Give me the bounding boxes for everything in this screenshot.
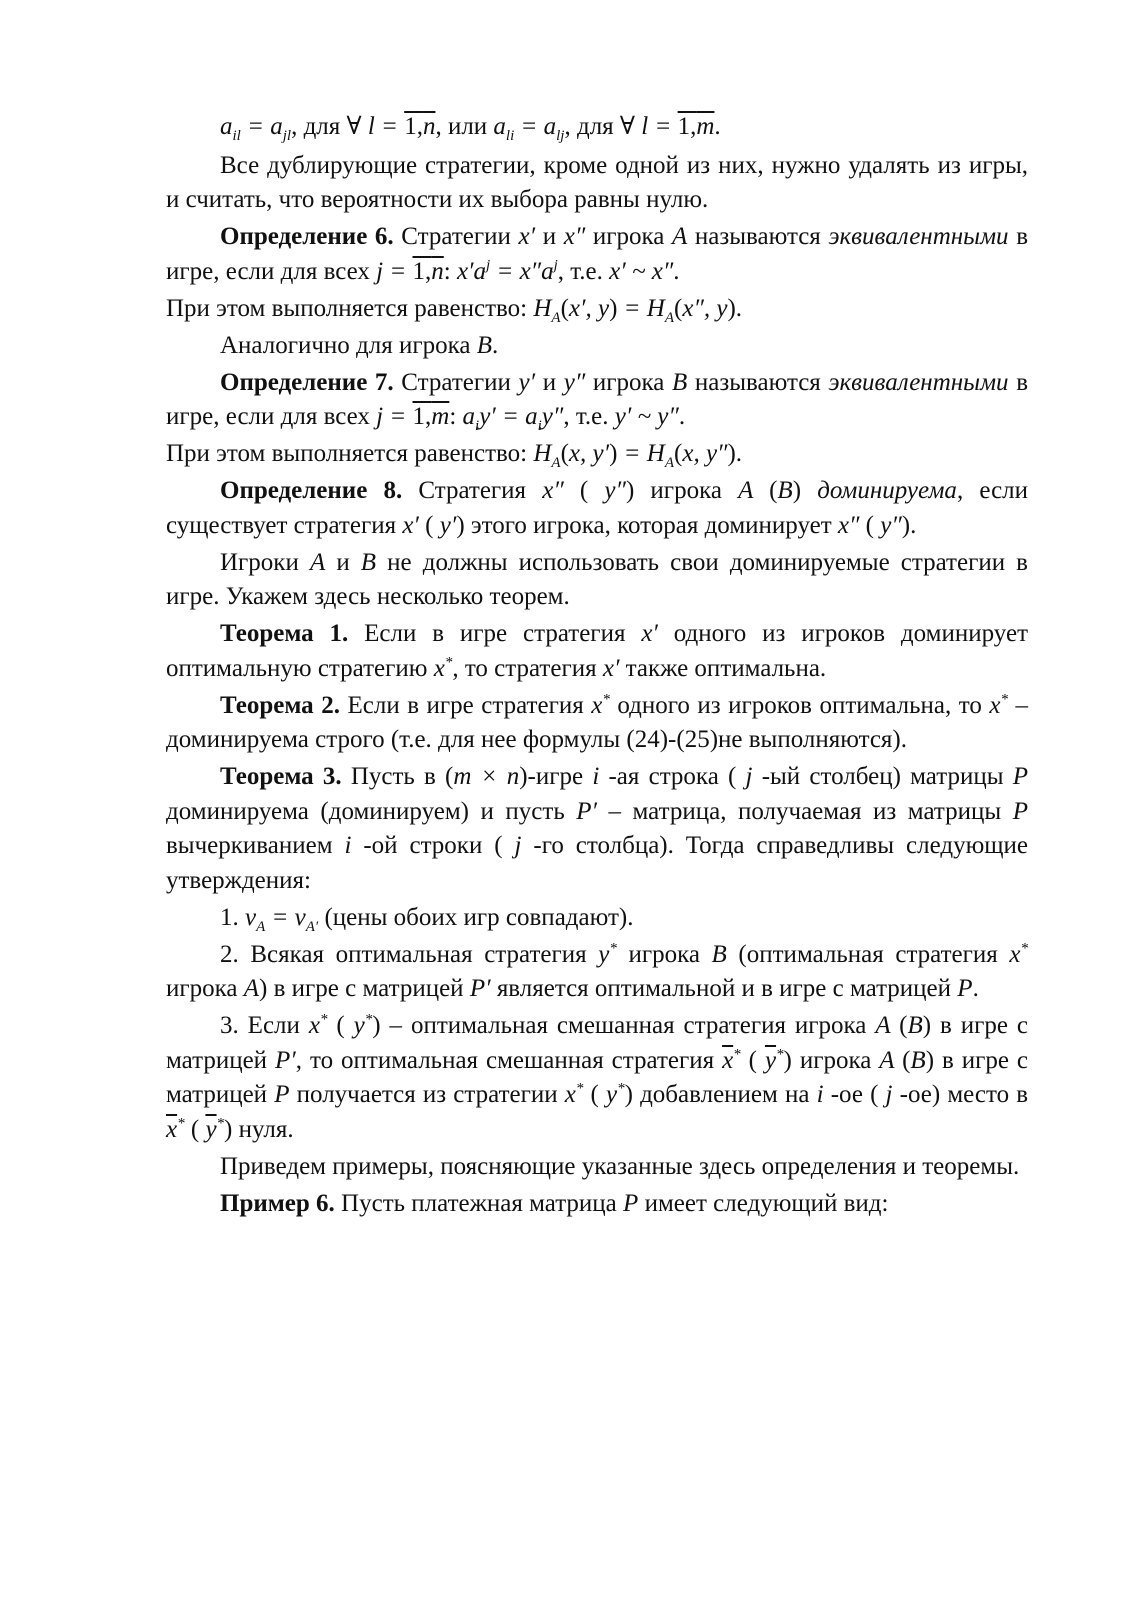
formula: A (B) xyxy=(875,1012,932,1039)
formula: x* xyxy=(1009,940,1028,968)
formula: P′ xyxy=(576,797,597,825)
example-label: Пример 6. xyxy=(220,1189,335,1217)
term: эквивалентными xyxy=(828,368,1009,396)
formula: P xyxy=(957,975,973,1002)
definition-7-equality: При этом выполняется равенство: $H_A(x$, $y') = H_A(x$, y″). xyxy=(166,440,743,471)
players-paragraph: Игроки A и B не должны использовать свои доминируемые стратегии в игре. Укажем здесь несколько теорем. xyxy=(166,548,1028,610)
formula: $j = 1,\overline{m}$ xyxy=(376,403,450,430)
formula: $H_A(x$, $y') = H_A(x$, y″) xyxy=(533,440,736,471)
formula: B xyxy=(476,331,493,359)
formula: A xyxy=(672,223,688,250)
document-page xyxy=(166,110,1028,1224)
formula: P xyxy=(623,1189,639,1217)
formula: $a_{il} = a_{jl}$ xyxy=(220,113,292,144)
formula: y″ xyxy=(563,368,586,396)
formula: x′ ( y′) xyxy=(402,511,465,539)
formula: x* ( y*) xyxy=(308,1011,381,1039)
analog-player-b: Аналогично для игрока B. xyxy=(220,331,499,359)
paragraph-duplicates: Все дублирующие стратегии, кроме одной из них, нужно удалять из игры, и считать, что вероятности их выбора равны нулю. xyxy=(166,151,1028,213)
formula: P xyxy=(274,1081,290,1108)
definition-6-equality: При этом выполняется равенство: $H_A(x'$, $y) = H_A(x''$, y). xyxy=(166,294,743,326)
formula: j xyxy=(514,832,522,859)
theorem-3-item-1: 1. $v_A = v_{A'}$ (цены обоих игр совпадают). xyxy=(220,903,634,935)
theorem-3-item-3: 3. Если x* ( y*) – оптимальная смешанная стратегия игрока A (B) в игре с матрицей P′, то оптимальная смешанная стратегия $\overline{x}^*$ ( $\overline{y}^*$) игрока A (B) в игре с матрицей P получается из стратегии x* ( y*) добавлением на i -ое ( j -ое) место в $\overline{x}^*$ ( $\overline{y}^*$) нуля. xyxy=(166,1011,1029,1143)
formula: P xyxy=(1012,763,1028,790)
formula: x* xyxy=(989,691,1008,719)
definition-8: Определение 8. Стратегия x″ ( y″) игрока A (B) доминируема, если существует стратегия x′ ( y′) этого игрока, которая доминирует x″ ( y″). xyxy=(166,477,1029,539)
definition-6: Определение 6. Стратегии x′ и x″ игрока A называются эквивалентными в игре, если для всех $j = 1,\overline{n}$: $x'a^j = x''a^j$, т.е. x′ ~ x″. xyxy=(166,223,1028,285)
formula: $x'a^j = x''a^j$ xyxy=(456,257,558,285)
formula: $j = 1,\overline{n}$ xyxy=(376,257,444,285)
formula: x′ xyxy=(602,654,620,682)
formula: A xyxy=(243,975,260,1002)
formula: $l = 1,\overline{n}$ xyxy=(367,113,436,140)
formula: B xyxy=(711,940,727,968)
formula: i xyxy=(816,1081,824,1108)
term: эквивалентными xyxy=(828,223,1009,250)
formula: $a_iy' = a_iy''$ xyxy=(462,403,564,434)
formula: x″ xyxy=(563,223,586,250)
formula: $H_A(x'$, $y) = H_A(x''$, y) xyxy=(533,294,736,326)
formula: A xyxy=(309,548,326,576)
definition-label: Определение 6. xyxy=(220,223,394,250)
formula: $a_{li} = a_{lj}$ xyxy=(493,113,565,144)
formula: y′ ~ y″ xyxy=(614,403,679,430)
formula: (m × n) xyxy=(445,763,528,790)
formula: A (B) xyxy=(879,1046,935,1074)
formula: x′ ~ x″ xyxy=(609,257,674,285)
definition-label: Определение 8. xyxy=(220,477,403,504)
formula: y* xyxy=(598,940,617,968)
formula: y′ xyxy=(518,368,536,396)
term: доминируема xyxy=(817,477,957,504)
theorem-label: Теорема 1. xyxy=(220,620,349,647)
theorem-2: Теорема 2. Если в игре стратегия x* одного из игроков оптимальна, то x* – доминируема строго (т.е. для нее формулы (24)-(25)не выполняются). xyxy=(166,691,1029,753)
formula: x* xyxy=(591,691,610,719)
duplicate-condition-line: $a_{il} = a_{jl}$, для ∀ $l = 1,\overline{n}$, или $a_{li} = a_{lj}$, для ∀ $l = 1,\overline{m}$. xyxy=(220,113,721,144)
formula: P′ xyxy=(275,1046,296,1074)
formula: $v_A = v_{A'}$ xyxy=(245,903,319,935)
formula: x″ ( y″) xyxy=(542,477,635,504)
definition-7: Определение 7. Стратегии y′ и y″ игрока B называются эквивалентными в игре, если для всех $j = 1,\overline{m}$: $a_iy' = a_iy''$, т.е. y′ ~ y″. xyxy=(166,368,1028,434)
theorem-3: Теорема 3. Пусть в (m × n)-игре i -ая строка ( j -ый столбец) матрицы P доминируема (доминируем) и пусть P′ – матрица, получаемая из матрицы P вычеркиванием i -ой строки ( j -го столбца). Тогда справедливы следующие утверждения: xyxy=(166,763,1028,894)
formula: x′ xyxy=(518,223,536,250)
theorem-label: Теорема 3. xyxy=(220,763,342,790)
formula: B xyxy=(672,368,688,396)
formula: A (B) xyxy=(738,477,802,504)
theorem-1: Теорема 1. Если в игре стратегия x′ одного из игроков доминирует оптимальную стратегию x*, то стратегия x′ также оптимальна. xyxy=(166,620,1028,682)
formula: j xyxy=(745,763,753,790)
definition-label: Определение 7. xyxy=(220,368,394,396)
formula: x* ( y*) xyxy=(564,1080,633,1108)
formula: $l = 1,\overline{m}$ xyxy=(641,113,715,140)
theorem-3-item-2: 2. Всякая оптимальная стратегия y* игрока B (оптимальная стратегия x* игрока A) в игре с матрицей P′ является оптимальной и в игре с матрицей P. xyxy=(166,940,1028,1002)
formula: i xyxy=(344,832,352,859)
theorem-label: Теорема 2. xyxy=(220,691,340,719)
formula: x″ ( y″) xyxy=(837,511,911,539)
formula: i xyxy=(592,763,600,790)
formula: B xyxy=(360,548,377,576)
example-6: Пример 6. Пусть платежная матрица P имеет следующий вид: xyxy=(220,1189,889,1217)
formula: x′ xyxy=(641,620,658,647)
examples-intro: Приведем примеры, поясняющие указанные здесь определения и теоремы. xyxy=(220,1152,1020,1180)
formula: $\overline{x}^*$ ( $\overline{y}^*$) xyxy=(722,1046,792,1074)
formula: $\overline{x}^*$ ( $\overline{y}^*$) xyxy=(166,1115,233,1143)
formula: P xyxy=(1012,797,1028,825)
formula: x* xyxy=(433,654,453,682)
formula: P′ xyxy=(469,975,491,1002)
formula: j xyxy=(885,1081,893,1108)
